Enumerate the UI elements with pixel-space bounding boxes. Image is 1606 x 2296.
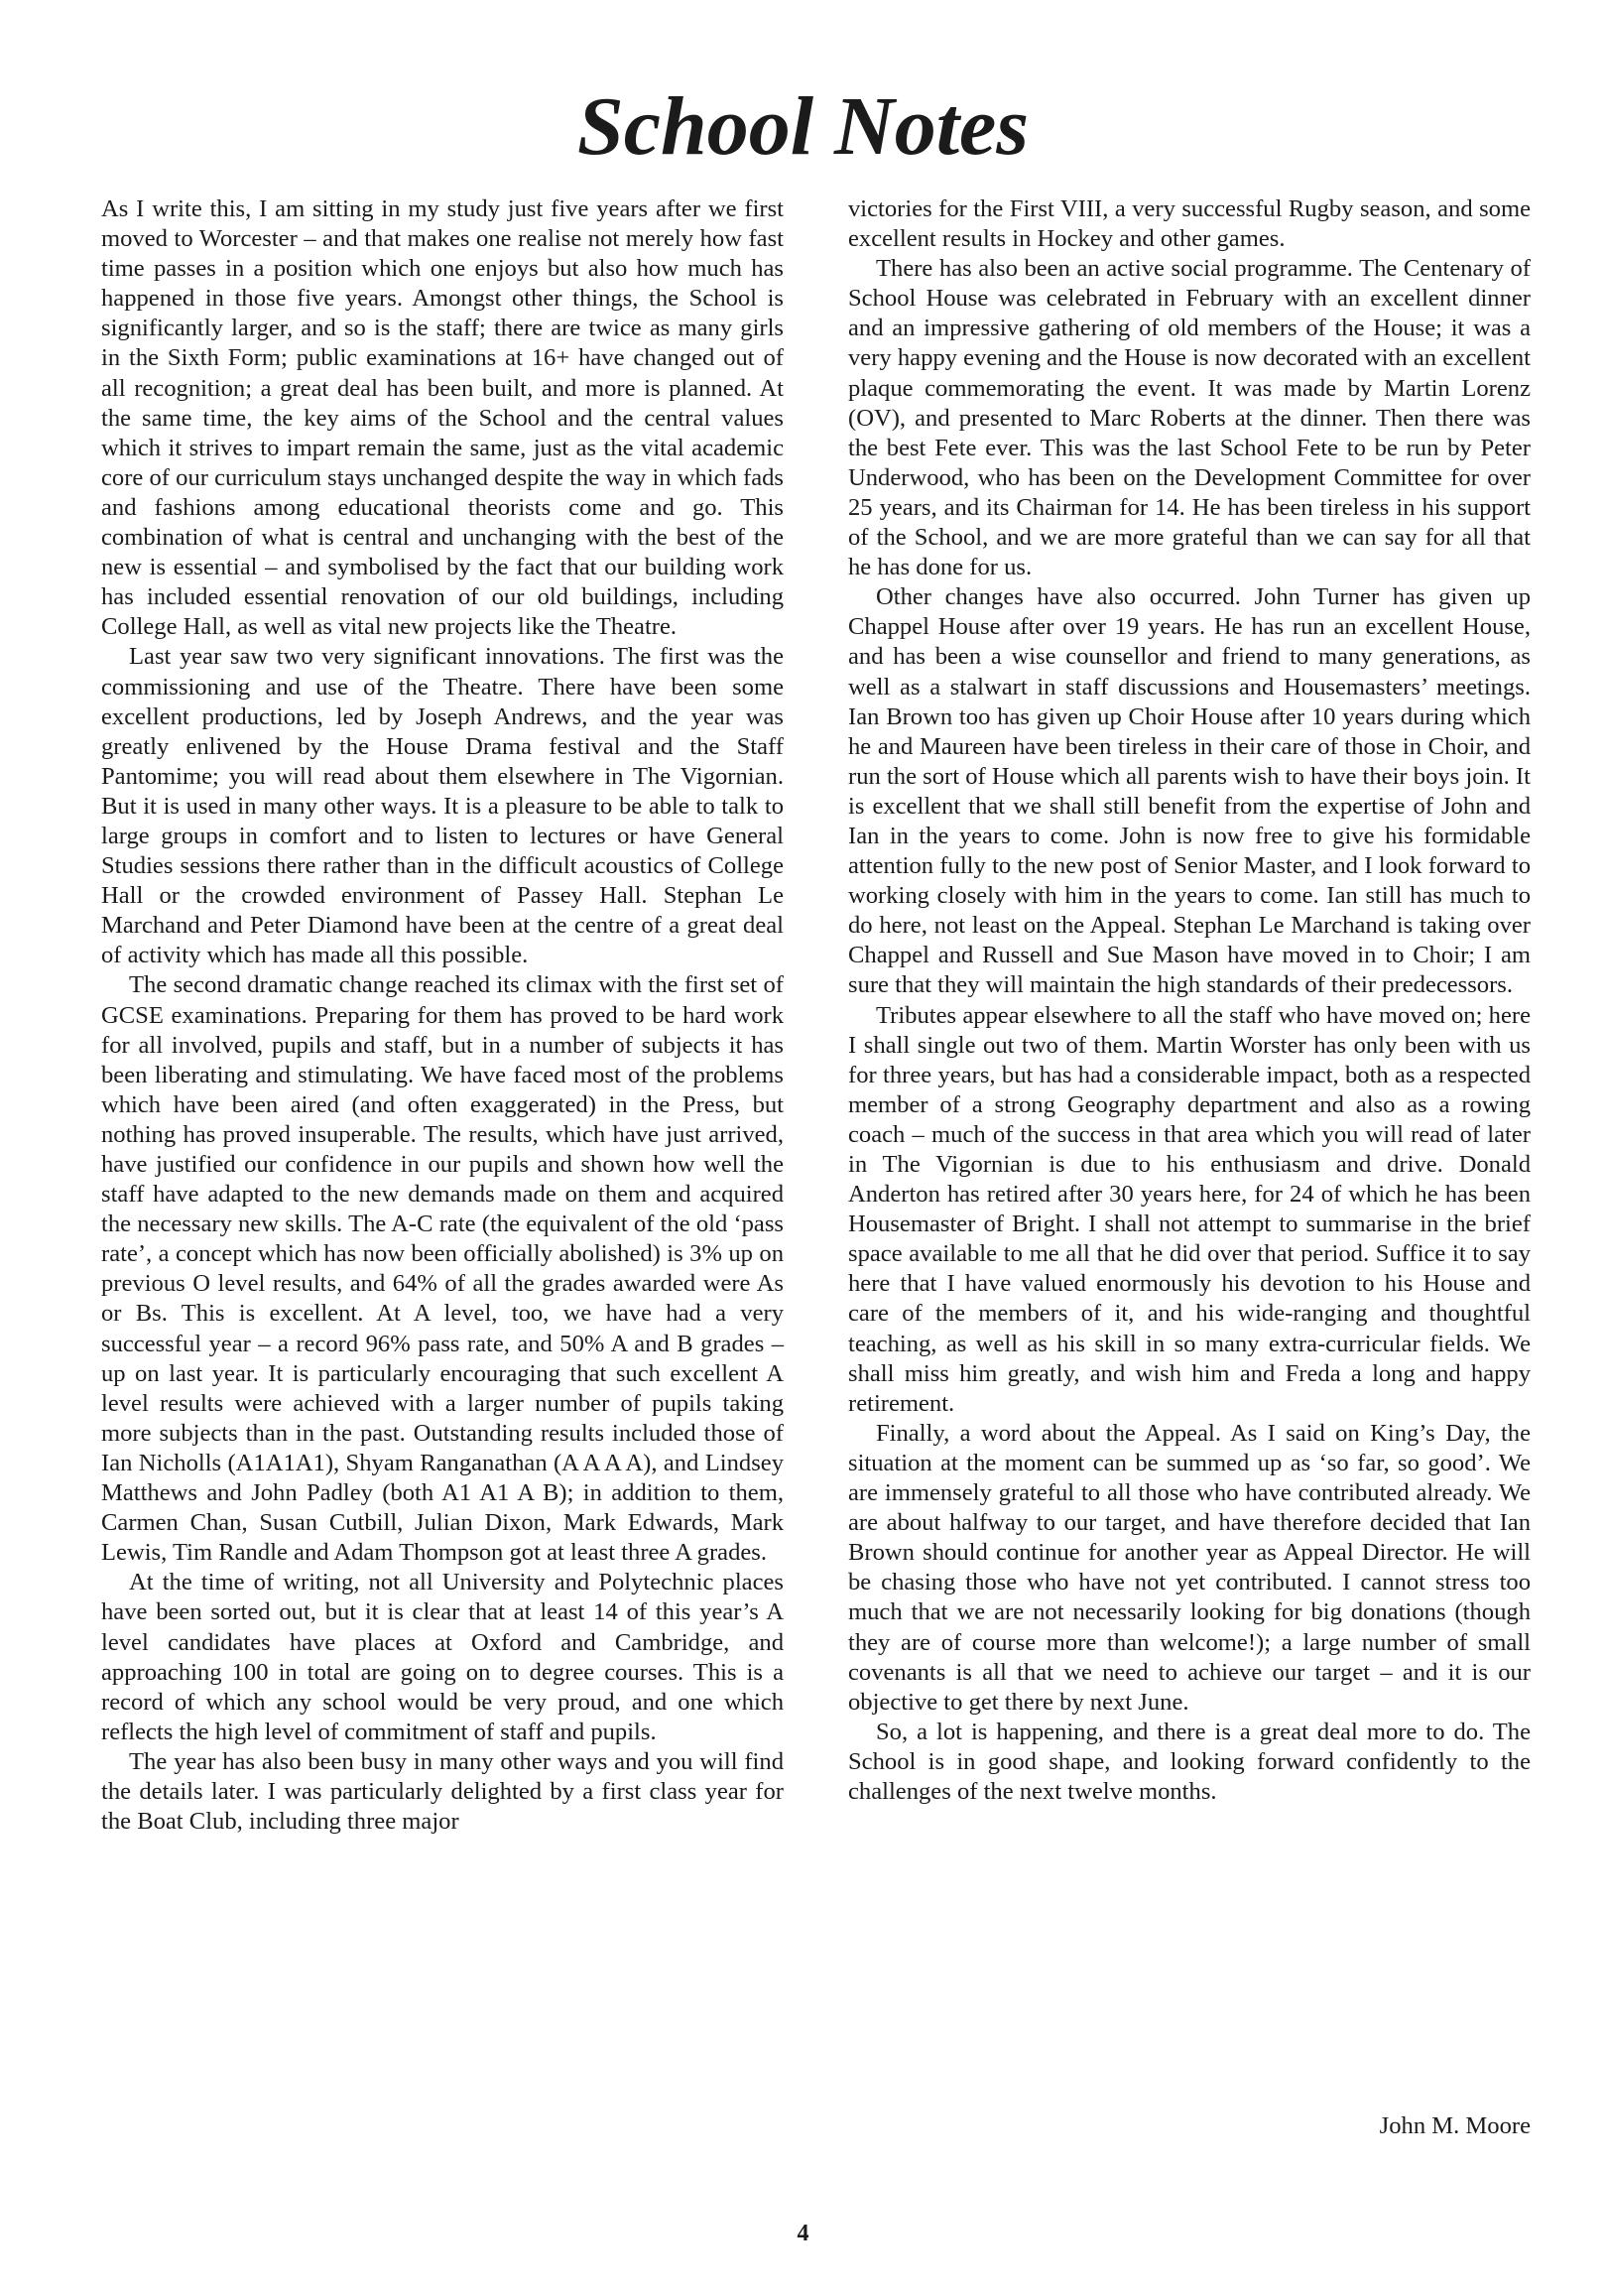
paragraph: The year has also been busy in many other ways and you will find the details later. I was particularly delighted by a first class year for the Boat Club, including three major bbox=[101, 1747, 784, 1836]
paragraph: Last year saw two very significant innovations. The first was the commissioning and use of the Theatre. There have been some excellent productions, led by Joseph Andrews, and the year was greatly enlivened by the House Drama festival and the Staff Pantomime; you will read about them elsewhere in The Vigornian. But it is used in many other ways. It is a pleasure to be able to talk to large groups in comfort and to listen to lectures or have General Studies sessions there rather than in the difficult acoustics of College Hall or the crowded environment of Passey Hall. Stephan Le Marchand and Peter Diamond have been at the centre of a great deal of activity which has made all this possible. bbox=[101, 643, 784, 969]
paragraph: victories for the First VIII, a very successful Rugby season, and some excellent results in Hockey and other games. bbox=[848, 195, 1531, 253]
paragraph: Tributes appear elsewhere to all the staff who have moved on; here I shall single out two of them. Martin Worster has only been with us for three years, but has had a considerable impact, both as a respected member of a strong Geography department and also as a rowing coach – much of the success in that area which you will read of later in The Vigornian is due to his enthusiasm and drive. Donald Anderton has retired after 30 years here, for 24 of which he has been Housemaster of Bright. I shall not attempt to summarise in the brief space available to me all that he did over that period. Suffice it to say here that I have valued enormously his devotion to his House and care of the members of it, and his wide-ranging and thoughtful teaching, as well as his skill in so many extra-curricular fields. We shall miss him greatly, and wish him and Freda a long and happy retirement. bbox=[848, 1001, 1531, 1417]
right-column bbox=[848, 194, 1531, 1807]
paragraph: As I write this, I am sitting in my study just five years after we first moved to Worcester – and that makes one realise not merely how fast time passes in a position which one enjoys but also how much has happened in those five years. Amongst other things, the School is significantly larger, and so is the staff; there are twice as many girls in the Sixth Form; public examinations at 16+ have changed out of all recognition; a great deal has been built, and more is planned. At the same time, the key aims of the School and the central values which it strives to impart remain the same, just as the vital academic core of our curriculum stays unchanged despite the way in which fads and fashions among educational theorists come and go. This combination of what is central and unchanging with the best of the new is essential – and symbolised by the fact that our building work has included essential renovation of our old buildings, including College Hall, as well as vital new projects like the Theatre. bbox=[101, 195, 784, 641]
page-number: 4 bbox=[797, 2221, 809, 2246]
paragraph: There has also been an active social programme. The Centenary of School House was celebrated in February with an excellent dinner and an impressive gathering of old members of the House; it was a very happy evening and the House is now decorated with an excellent plaque commemorating the event. It was made by Martin Lorenz (OV), and presented to Marc Roberts at the dinner. Then there was the best Fete ever. This was the last School Fete to be run by Peter Underwood, who has been on the Development Committee for over 25 years, and its Chairman for 14. He has been tireless in his support of the School, and we are more grateful than we can say for all that he has done for us. bbox=[848, 255, 1531, 581]
page-title: School Notes bbox=[576, 80, 1030, 173]
paragraph: At the time of writing, not all University and Polytechnic places have been sorted out, but it is clear that at least 14 of this year’s A level candidates have places at Oxford and Cambridge, and approaching 100 in total are going on to degree courses. This is a record of which any school would be very proud, and one which reflects the high level of commitment of staff and pupils. bbox=[101, 1569, 784, 1745]
paragraph: The second dramatic change reached its climax with the first set of GCSE examinations. Preparing for them has proved to be hard work for all involved, pupils and staff, but in a number of subjects it has been liberating and stimulating. We have faced most of the problems which have been aired (and often exaggerated) in the Press, but nothing has proved insuperable. The results, which have just arrived, have justified our confidence in our pupils and shown how well the staff have adapted to the new demands made on them and acquired the necessary new skills. The A-C rate (the equivalent of the old ‘pass rate’, a concept which has now been officially abolished) is 3% up on previous O level results, and 64% of all the grades awarded were As or Bs. This is excellent. At A level, too, we have had a very successful year – a record 96% pass rate, and 50% A and B grades – up on last year. It is particularly encouraging that such excellent A level results were achieved with a larger number of pupils taking more subjects than in the past. Outstanding results included those of Ian Nicholls (A1A1A1), Shyam Ranganathan (A A A A), and Lindsey Matthews and John Padley (both A1 A1 A B); in addition to them, Carmen Chan, Susan Cutbill, Julian Dixon, Mark Edwards, Mark Lewis, Tim Randle and Adam Thompson got at least three A grades. bbox=[101, 971, 784, 1567]
left-column bbox=[101, 194, 784, 1837]
paragraph: So, a lot is happening, and there is a great deal more to do. The School is in good shape, and looking forward confidently to the challenges of the next twelve months. bbox=[848, 1718, 1531, 1805]
author-signature: John M. Moore bbox=[1379, 2112, 1531, 2139]
paragraph: Other changes have also occurred. John Turner has given up Chappel House after over 19 years. He has run an excellent House, and has been a wise counsellor and friend to many generations, as well as a stalwart in staff discussions and Housemasters’ meetings. Ian Brown too has given up Choir House after 10 years during which he and Maureen have been tireless in their care of those in Choir, and run the sort of House which all parents wish to have their boys join. It is excellent that we shall still benefit from the expertise of John and Ian in the years to come. John is now free to give his formidable attention fully to the new post of Senior Master, and I look forward to working closely with him in the years to come. Ian still has much to do here, not least on the Appeal. Stephan Le Marchand is taking over Chappel and Russell and Sue Mason have moved in to Choir; I am sure that they will maintain the high standards of their predecessors. bbox=[848, 583, 1531, 999]
paragraph: Finally, a word about the Appeal. As I said on King’s Day, the situation at the moment can be summed up as ‘so far, so good’. We are immensely grateful to all those who have contributed already. We are about halfway to our target, and have therefore decided that Ian Brown should continue for another year as Appeal Director. He will be chasing those who have not yet contributed. I cannot stress too much that we are not necessarily looking for big donations (though they are of course more than welcome!); a large number of small covenants is all that we need to achieve our target – and it is our objective to get there by next June. bbox=[848, 1419, 1531, 1716]
